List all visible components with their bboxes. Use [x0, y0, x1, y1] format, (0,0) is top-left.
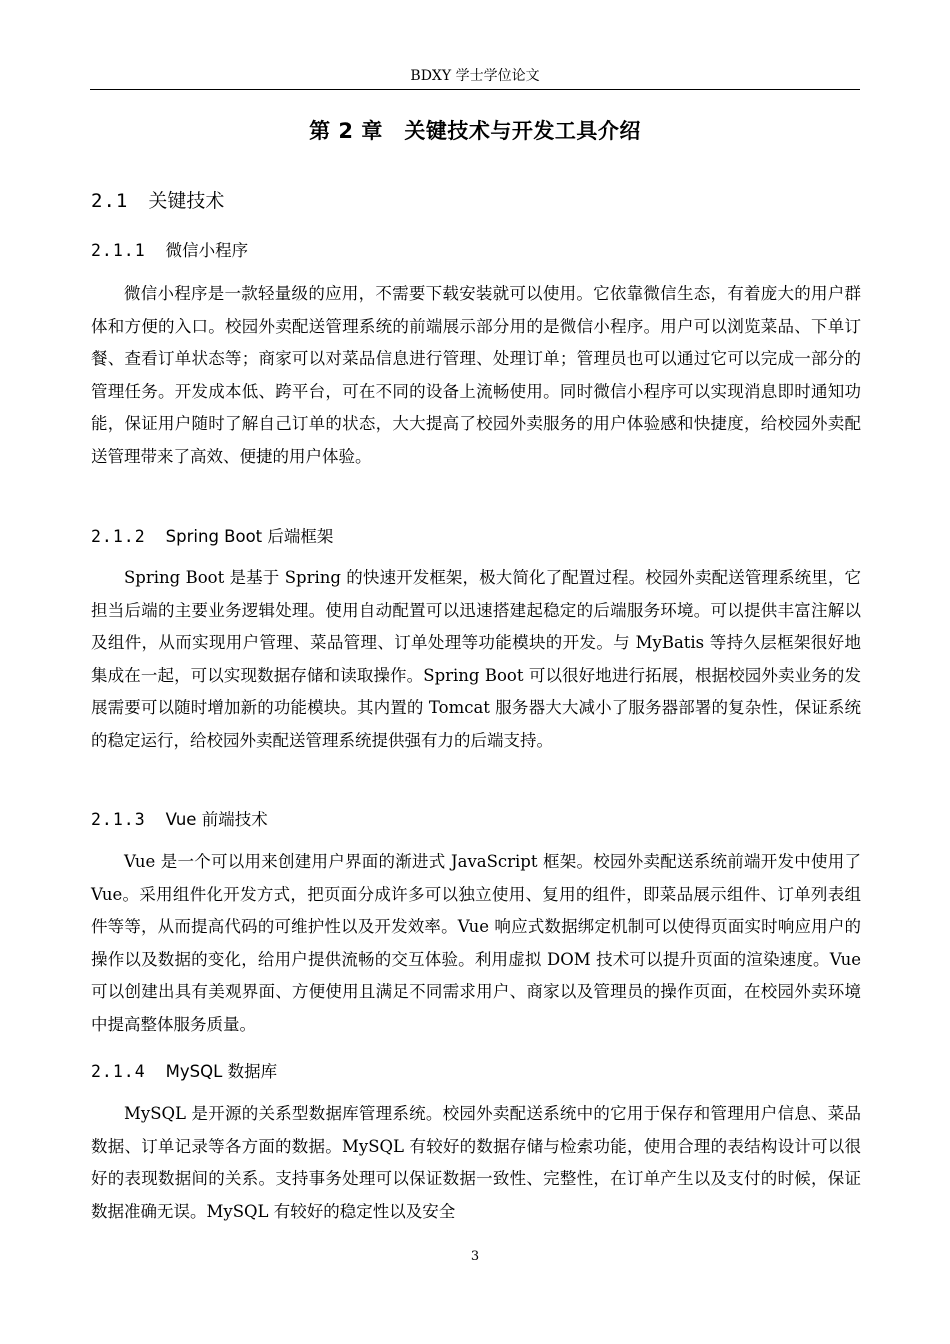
running-header: BDXY 学士学位论文 [410, 68, 540, 84]
chapter-title: 第 2 章 关键技术与开发工具介绍 [309, 119, 641, 143]
subsection-title: 微信小程序 [165, 241, 249, 260]
paragraph-vue: Vue 是一个可以用来创建用户界面的渐进式 JavaScript 框架。校园外卖配送系统前端开发中使用了 Vue。采用组件化开发方式，把页面分成许多可以独立使用、复用的组件，即菜品展示组件、订单列表组件等等，从而提高代码的可维护性以及开发效率。Vue 响应式数据绑定机制可以使得页面实时响应用户的操作以及数据的变化，给用户提供流畅的交互体验。利用虚拟 DOM 技术可以提升页面的渲染速度。Vue 可以创建出具有美观界面、方便使用且满足不同需求用户、商家以及管理员的操作页面，在校园外卖环境中提高整体服务质量。 [91, 852, 861, 1034]
subsection-number: 2.1.3 [91, 810, 146, 829]
section-title: 关键技术 [148, 190, 225, 212]
subsection-heading-2-1-4 [91, 1058, 277, 1086]
paragraph-wechat-miniprogram: 微信小程序是一款轻量级的应用，不需要下载安装就可以使用。它依靠微信生态，有着庞大的用户群体和方便的入口。校园外卖配送管理系统的前端展示部分用的是微信小程序。用户可以浏览菜品、下单订餐、查看订单状态等；商家可以对菜品信息进行管理、处理订单；管理员也可以通过它可以完成一部分的管理任务。开发成本低、跨平台，可在不同的设备上流畅使用。同时微信小程序可以实现消息即时通知功能，保证用户随时了解自己订单的状态，大大提高了校园外卖服务的用户体验感和快捷度，给校园外卖配送管理带来了高效、便捷的用户体验。 [91, 284, 861, 466]
paragraph-mysql: MySQL 是开源的关系型数据库管理系统。校园外卖配送系统中的它用于保存和管理用户信息、菜品数据、订单记录等各方面的数据。MySQL 有较好的数据存储与检索功能，使用合理的表结构设计可以很好的表现数据间的关系。支持事务处理可以保证数据一致性、完整性，在订单产生以及支付的时候，保证数据准确无误。MySQL 有较好的稳定性以及安全 [91, 1104, 861, 1221]
subsection-number: 2.1.4 [91, 1062, 146, 1081]
subsection-number: 2.1.1 [91, 241, 146, 260]
subsection-heading-2-1-3 [91, 806, 268, 834]
subsection-title: Spring Boot 后端框架 [165, 527, 334, 546]
section-heading [91, 186, 224, 216]
subsection-heading-2-1-1 [91, 237, 248, 265]
header-rule [90, 89, 860, 90]
subsection-number: 2.1.2 [91, 527, 146, 546]
subsection-title: Vue 前端技术 [165, 810, 268, 829]
subsection-title: MySQL 数据库 [165, 1062, 278, 1081]
paragraph-spring-boot: Spring Boot 是基于 Spring 的快速开发框架，极大简化了配置过程。校园外卖配送管理系统里，它担当后端的主要业务逻辑处理。使用自动配置可以迅速搭建起稳定的后端服务环境。可以提供丰富注解以及组件，从而实现用户管理、菜品管理、订单处理等功能模块的开发。与 MyBatis 等持久层框架很好地集成在一起，可以实现数据存储和读取操作。Spring Boot 可以很好地进行拓展，根据校园外卖业务的发展需要可以随时增加新的功能模块。其内置的 Tomcat 服务器大大减小了服务器部署的复杂性，保证系统的稳定运行，给校园外卖配送管理系统提供强有力的后端支持。 [91, 568, 861, 750]
page-number: 3 [470, 1249, 480, 1264]
subsection-heading-2-1-2 [91, 523, 333, 551]
section-number: 2.1 [91, 190, 129, 212]
